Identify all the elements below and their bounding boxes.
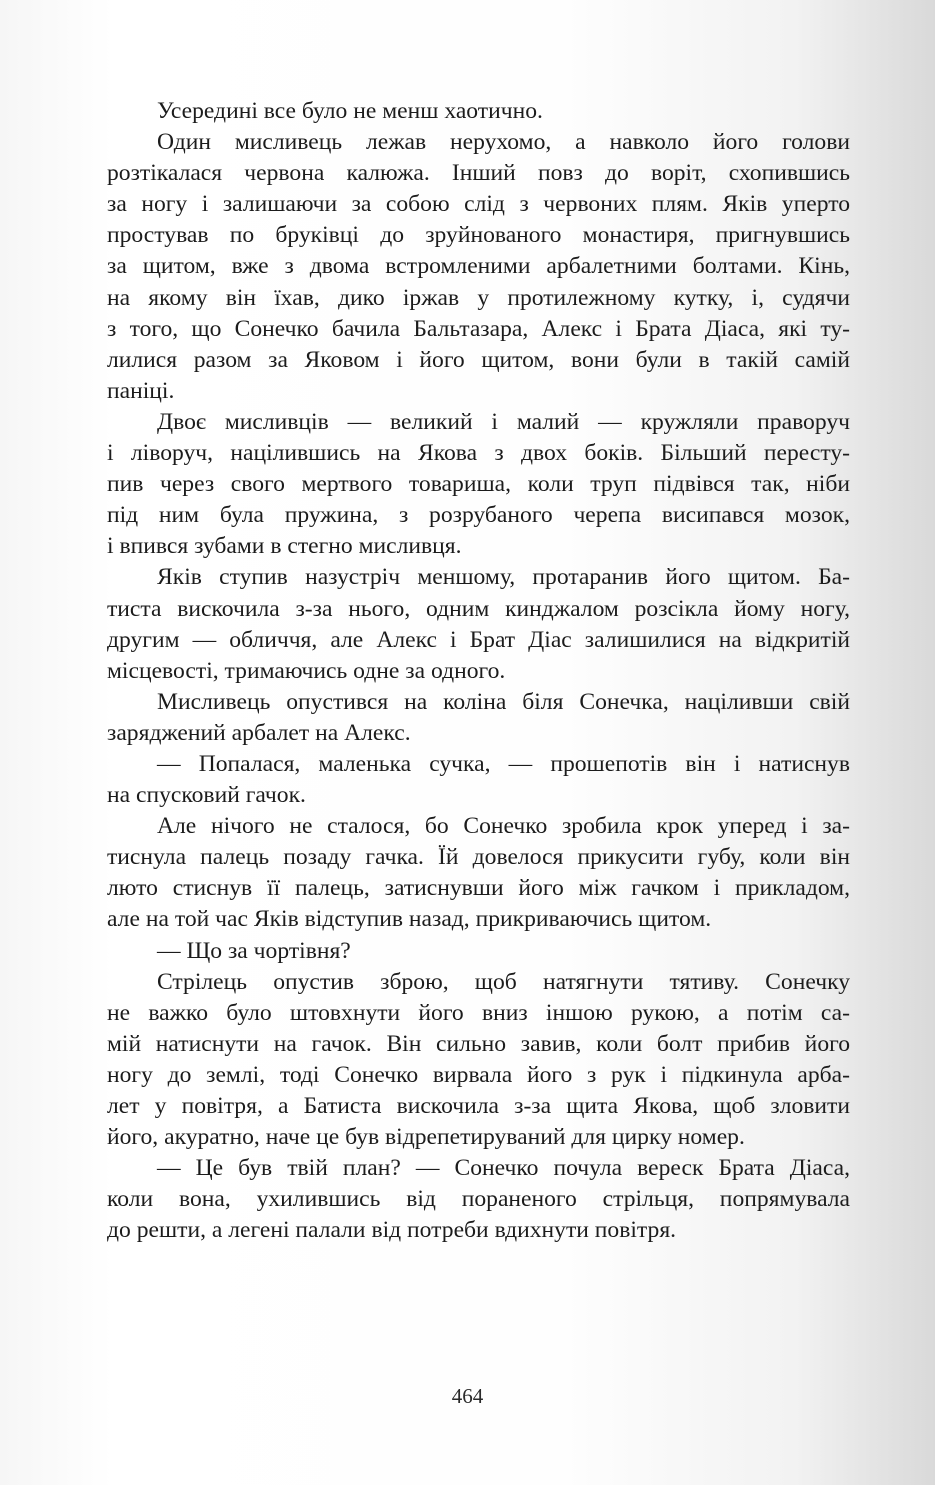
text-line: Двоє мисливців — великий і малий — кружляли праворуч [157,408,850,435]
text-line: Мисливець опустився на коліна біля Сонечка, націливши свій [157,688,850,715]
text-line: ногу до землі, тоді Сонечко вирвала його з рук і підкинула арба- [107,1061,850,1088]
text-line: і впився зубами в стегно мисливця. [107,533,462,560]
text-line: за щитом, вже з двома встромленими арбалетними болтами. Кінь, [107,253,850,280]
text-line: — Попалася, маленька сучка, — прошепотів він і натиснув [157,750,850,777]
paragraph [107,687,850,749]
text-line: простував по бруківці до зруйнованого монастиря, пригнувшись [107,222,850,249]
text-line: паніці. [107,377,175,404]
text-line: не важко було штовхнути його вниз іншою рукою, а потім са- [107,999,850,1026]
text-line: за ногу і залишаючи за собою слід з червоних плям. Яків уперто [107,191,850,218]
text-line: його, акуратно, наче це був відрепетируваний для цирку номер. [107,1124,745,1151]
text-line: місцевості, тримаючись одне за одного. [107,657,506,684]
text-line: коли вона, ухилившись від пораненого стрільця, попрямувала [107,1186,850,1213]
text-line: пив через свого мертвого товариша, коли труп підвівся так, ніби [107,471,850,498]
text-line: до решти, а легені палали від потреби вдихнути повітря. [107,1217,677,1244]
text-line: люто стиснув її палець, затиснувши його між гачком і прикладом, [107,875,850,902]
text-line: Стрілець опустив зброю, щоб натягнути тятиву. Сонечку [157,968,850,995]
text-line: тиста вискочила з-за нього, одним кинджалом розсікла йому ногу, [107,595,850,622]
text-line: лет у повітря, а Батиста вискочила з-за щита Якова, щоб зловити [107,1093,850,1119]
text-line: розтікалася червона калюжа. Інший повз до воріт, схопившись [107,160,850,187]
paragraph [107,562,850,686]
paragraph [107,967,850,1154]
paragraph [107,407,850,562]
text-line: заряджений арбалет на Алекс. [107,719,411,746]
body-text [107,96,850,1246]
text-line: — Це був твій план? — Сонечко почула вереск Брата Діаса, [157,1155,850,1182]
text-line: на якому він їхав, дико іржав у протилежному кутку, і, судячи [107,284,850,311]
text-line: на спусковий гачок. [107,782,306,809]
text-line: другим — обличчя, але Алекс і Брат Діас залишилися на відкритій [107,626,850,653]
paragraph [107,96,850,127]
paragraph [107,811,850,935]
paragraph [107,127,850,407]
paragraph [107,1153,850,1246]
text-line: тиснула палець позаду гачка. Їй довелося прикусити губу, коли він [107,844,850,871]
text-line: Але нічого не сталося, бо Сонечко зробила крок уперед і за- [157,813,850,840]
text-line: Один мисливець лежав нерухомо, а навколо його голови [157,129,850,156]
text-line: але на той час Яків відступив назад, прикриваючись щитом. [107,906,712,933]
text-line: з того, що Сонечко бачила Бальтазара, Алекс і Брата Діаса, які ту- [107,315,850,342]
page-number: 464 [451,1384,484,1408]
text-line: лилися разом за Яковом і його щитом, вони були в такій самій [107,346,850,373]
text-line: і ліворуч, націлившись на Якова з двох боків. Більший пересту- [107,440,850,467]
text-line: — Що за чортівня? [157,937,351,964]
paragraph [107,749,850,811]
text-line: Яків ступив назустріч меншому, протаранив його щитом. Ба- [157,564,850,591]
text-line: під ним була пружина, з розрубаного черепа висипався мозок, [107,502,850,529]
text-line: мій натиснути на гачок. Він сильно завив, коли болт прибив його [107,1030,850,1057]
text-line: Усередині все було не менш хаотично. [157,98,543,124]
paragraph [107,936,850,967]
